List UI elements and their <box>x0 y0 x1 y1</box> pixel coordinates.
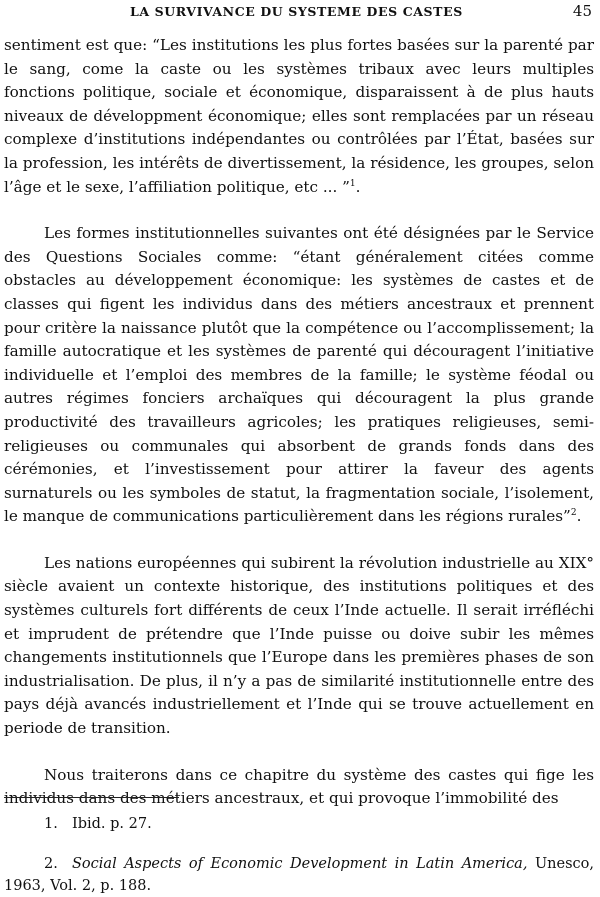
paragraph-4: Nous traiterons dans ce chapitre du système des castes qui fige les individus dans des métiers ancestraux, et qui provoque l’immobilité des <box>4 765 594 808</box>
body-text <box>4 34 594 811</box>
footnote-number: 1. <box>44 816 58 832</box>
footnote-text: Unesco, 1963, Vol. 2, p. 188. <box>4 856 594 894</box>
footnote-text: Ibid. p. 27. <box>72 816 152 832</box>
paragraph-3: Les nations européennes qui subirent la révolution industrielle au XIX° siècle avaient un contexte historique, des institutions politiques et des systèmes culturels fort différents de ceux l’Inde actuelle. Il serait irréfléchi et imprudent de prétendre que l’Inde puisse ou doive subir les mêmes changements institutionnels que l’Europe dans les premières phases de son industrialisation. De plus, il n’y a pas de similarité institutionnelle entre des pays déjà avancés industriellement et l’Inde qui se trouve actuellement en periode de transition. <box>4 553 594 738</box>
footnote-ref-1[interactable]: 1 <box>349 178 356 189</box>
page-number: 45 <box>572 2 592 20</box>
footnote-title: Social Aspects of Economic Development in Latin America, <box>72 856 528 872</box>
footnote-1 <box>4 813 594 835</box>
footnote-number: 2. <box>44 856 58 872</box>
footnote-2 <box>4 853 594 897</box>
running-head: LA SURVIVANCE DU SYSTEME DES CASTES <box>130 4 463 19</box>
footnote-divider <box>4 797 179 798</box>
footnote-ref-2[interactable]: 2 <box>570 508 577 519</box>
paragraph-1: sentiment est que: “Les institutions les plus fortes basées sur la parenté par le sang, come la caste ou les systèmes tribaux avec leurs multiples fonctions politique, sociale et économique, disparaissent à de plus hauts niveaux de développment économique; elles sont remplacées par un réseau complexe d’institutions indépendantes ou contrôlées par l’État, basées sur la profession, les intérêts de divertissement, la résidence, les groupes, selon l’âge et le sexe, l’affiliation politique, etc ... ”$^1$. <box>4 36 594 196</box>
page-header <box>0 2 600 24</box>
paragraph-2: Les formes institutionnelles suivantes ont été désignées par le Service des Questions Sociales comme: “étant généralement citées comme obstacles au développement économique: les systèmes de castes et de classes qui figent les individus dans des métiers ancestraux et prennent pour critère la naissance plutôt que la compétence ou l’accomplissement; la famille autocratique et les systèmes de parenté qui découragent l’initiative individuelle et l’emploi des membres de la famille; le système féodal ou autres régimes fonciers archaïques qui découragent la plus grande productivité des travailleurs agricoles; les pratiques religieuses, semi-religieuses ou communales qui absorbent de grands fonds dans des cérémonies, et l’investissement pour attirer la faveur des agents surnaturels ou les symboles de statut, la fragmentation sociale, l’isolement, le manque de communications particulièrement dans les régions rurales”$^2$. <box>4 224 594 526</box>
